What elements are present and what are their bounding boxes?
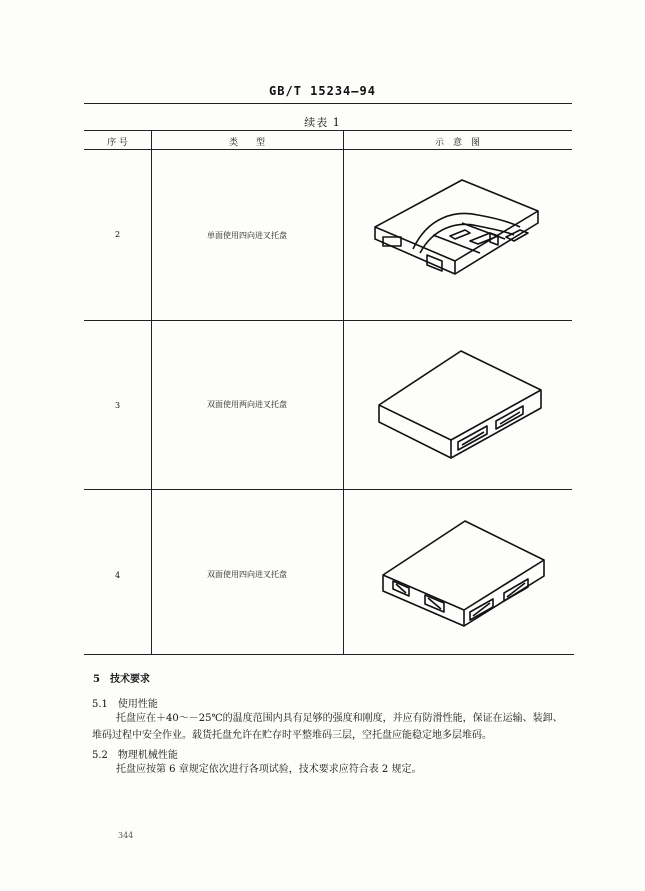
column-header-no: 序 号 xyxy=(107,138,128,148)
table-header-rule xyxy=(84,149,572,150)
column-divider xyxy=(343,130,344,654)
table-top-rule xyxy=(84,130,572,131)
section-5-1-paragraph-line1: 托盘应在＋40～－25℃的温度范围内具有足够的强度和刚度，并应有防滑性能，保证在运输、装卸、 xyxy=(116,713,563,724)
table-caption: 续表 1 xyxy=(304,116,341,129)
section-5-1-title: 5.1 使用性能 xyxy=(92,699,158,710)
table-bottom-rule xyxy=(84,654,574,655)
column-header-diagram: 示 意 图 xyxy=(434,138,480,148)
row-type: 双面使用两向进叉托盘 xyxy=(207,400,287,409)
section-5-1-paragraph-line2: 堆码过程中安全作业。载货托盘允许在贮存时平整堆码三层，空托盘应能稳定地多层堆码。 xyxy=(92,730,492,741)
row-type: 单面使用四向进叉托盘 xyxy=(207,231,287,240)
standard-code-header: GB/T 15234—94 xyxy=(269,84,376,98)
double-face-two-way-pallet-icon xyxy=(374,348,549,460)
row-number: 2 xyxy=(114,230,121,239)
row-number: 4 xyxy=(114,571,121,580)
double-face-four-way-pallet-icon xyxy=(378,518,550,630)
section-5-2-paragraph: 托盘应按第 6 章规定依次进行各项试验，技术要求应符合表 2 规定。 xyxy=(116,764,422,775)
row-divider xyxy=(84,320,572,321)
column-header-type: 类 型 xyxy=(228,138,265,148)
row-number: 3 xyxy=(114,401,121,410)
section-5-2-title: 5.2 物理机械性能 xyxy=(92,750,178,761)
row-divider xyxy=(84,489,572,490)
section-5-title: 5 技术要求 xyxy=(93,674,150,685)
row-type: 双面使用四向进叉托盘 xyxy=(207,570,287,579)
header-rule xyxy=(84,103,572,104)
page-number: 344 xyxy=(118,831,134,840)
single-face-four-way-pallet-icon xyxy=(370,175,545,285)
